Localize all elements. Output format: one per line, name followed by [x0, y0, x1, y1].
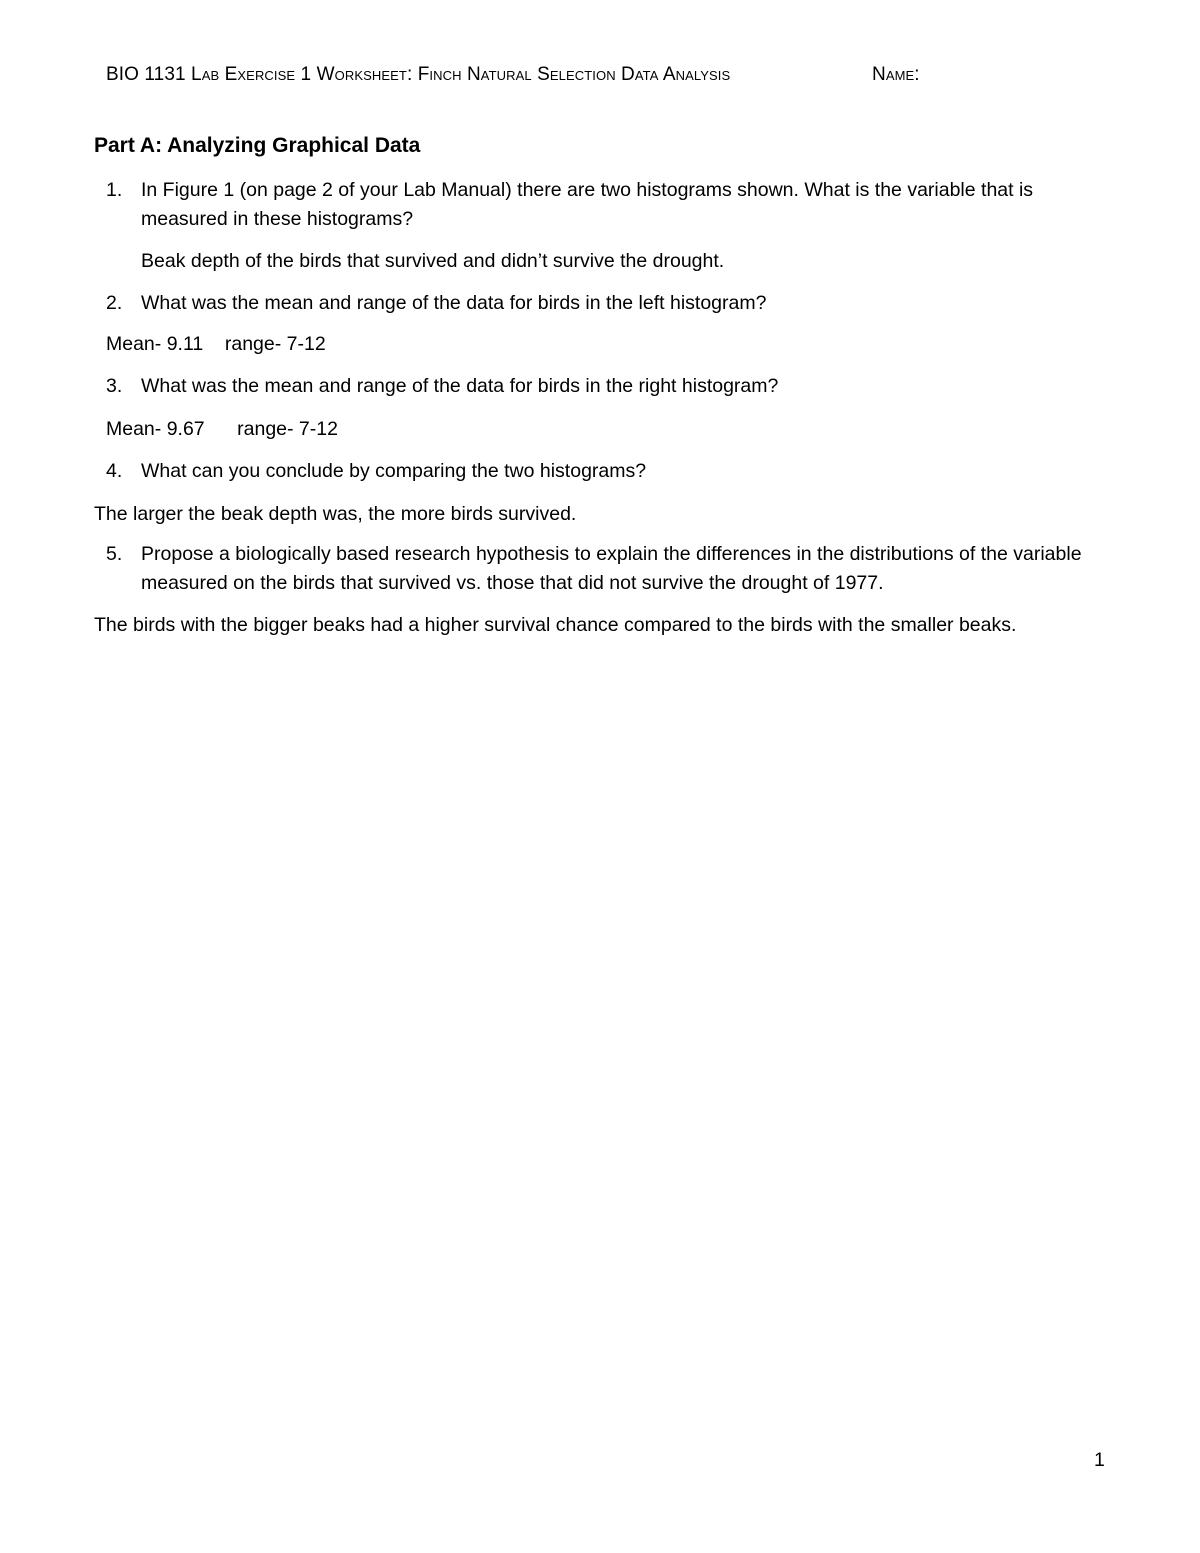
answer-3: Mean- 9.67 range- 7-12 [106, 418, 338, 440]
page-header [106, 64, 1106, 88]
question-number: 3. [106, 375, 123, 397]
question-text: What can you conclude by comparing the two histograms? [141, 460, 647, 482]
answer-5: The birds with the bigger beaks had a higher survival chance compared to the birds with the smaller beaks. [94, 614, 1017, 636]
question-number: 1. [106, 179, 123, 201]
question-number: 2. [106, 292, 123, 314]
question-text: In Figure 1 (on page 2 of your Lab Manual) there are two histograms shown. What is the variable that is measured in these histograms? [141, 179, 1034, 230]
question-number: 4. [106, 460, 123, 482]
answer-1: Beak depth of the birds that survived and didn’t survive the drought. [141, 250, 725, 272]
answer-4: The larger the beak depth was, the more birds survived. [94, 503, 577, 525]
question-number: 5. [106, 543, 123, 565]
question-text: What was the mean and range of the data for birds in the left histogram? [141, 292, 767, 314]
section-title: Part A: Analyzing Graphical Data [94, 134, 421, 157]
question-text: What was the mean and range of the data for birds in the right histogram? [141, 375, 779, 397]
question-text: Propose a biologically based research hypothesis to explain the differences in the distributions of the variable measured on the birds that survived vs. those that did not survive the drought of 1977. [141, 543, 1082, 594]
answer-2: Mean- 9.11 range- 7-12 [106, 333, 326, 355]
worksheet-title: BIO 1131 Lab Exercise 1 Worksheet: Finch Natural Selection Data Analysis [106, 64, 731, 85]
name-label: Name: [872, 64, 920, 85]
page-number: 1 [1094, 1449, 1105, 1471]
